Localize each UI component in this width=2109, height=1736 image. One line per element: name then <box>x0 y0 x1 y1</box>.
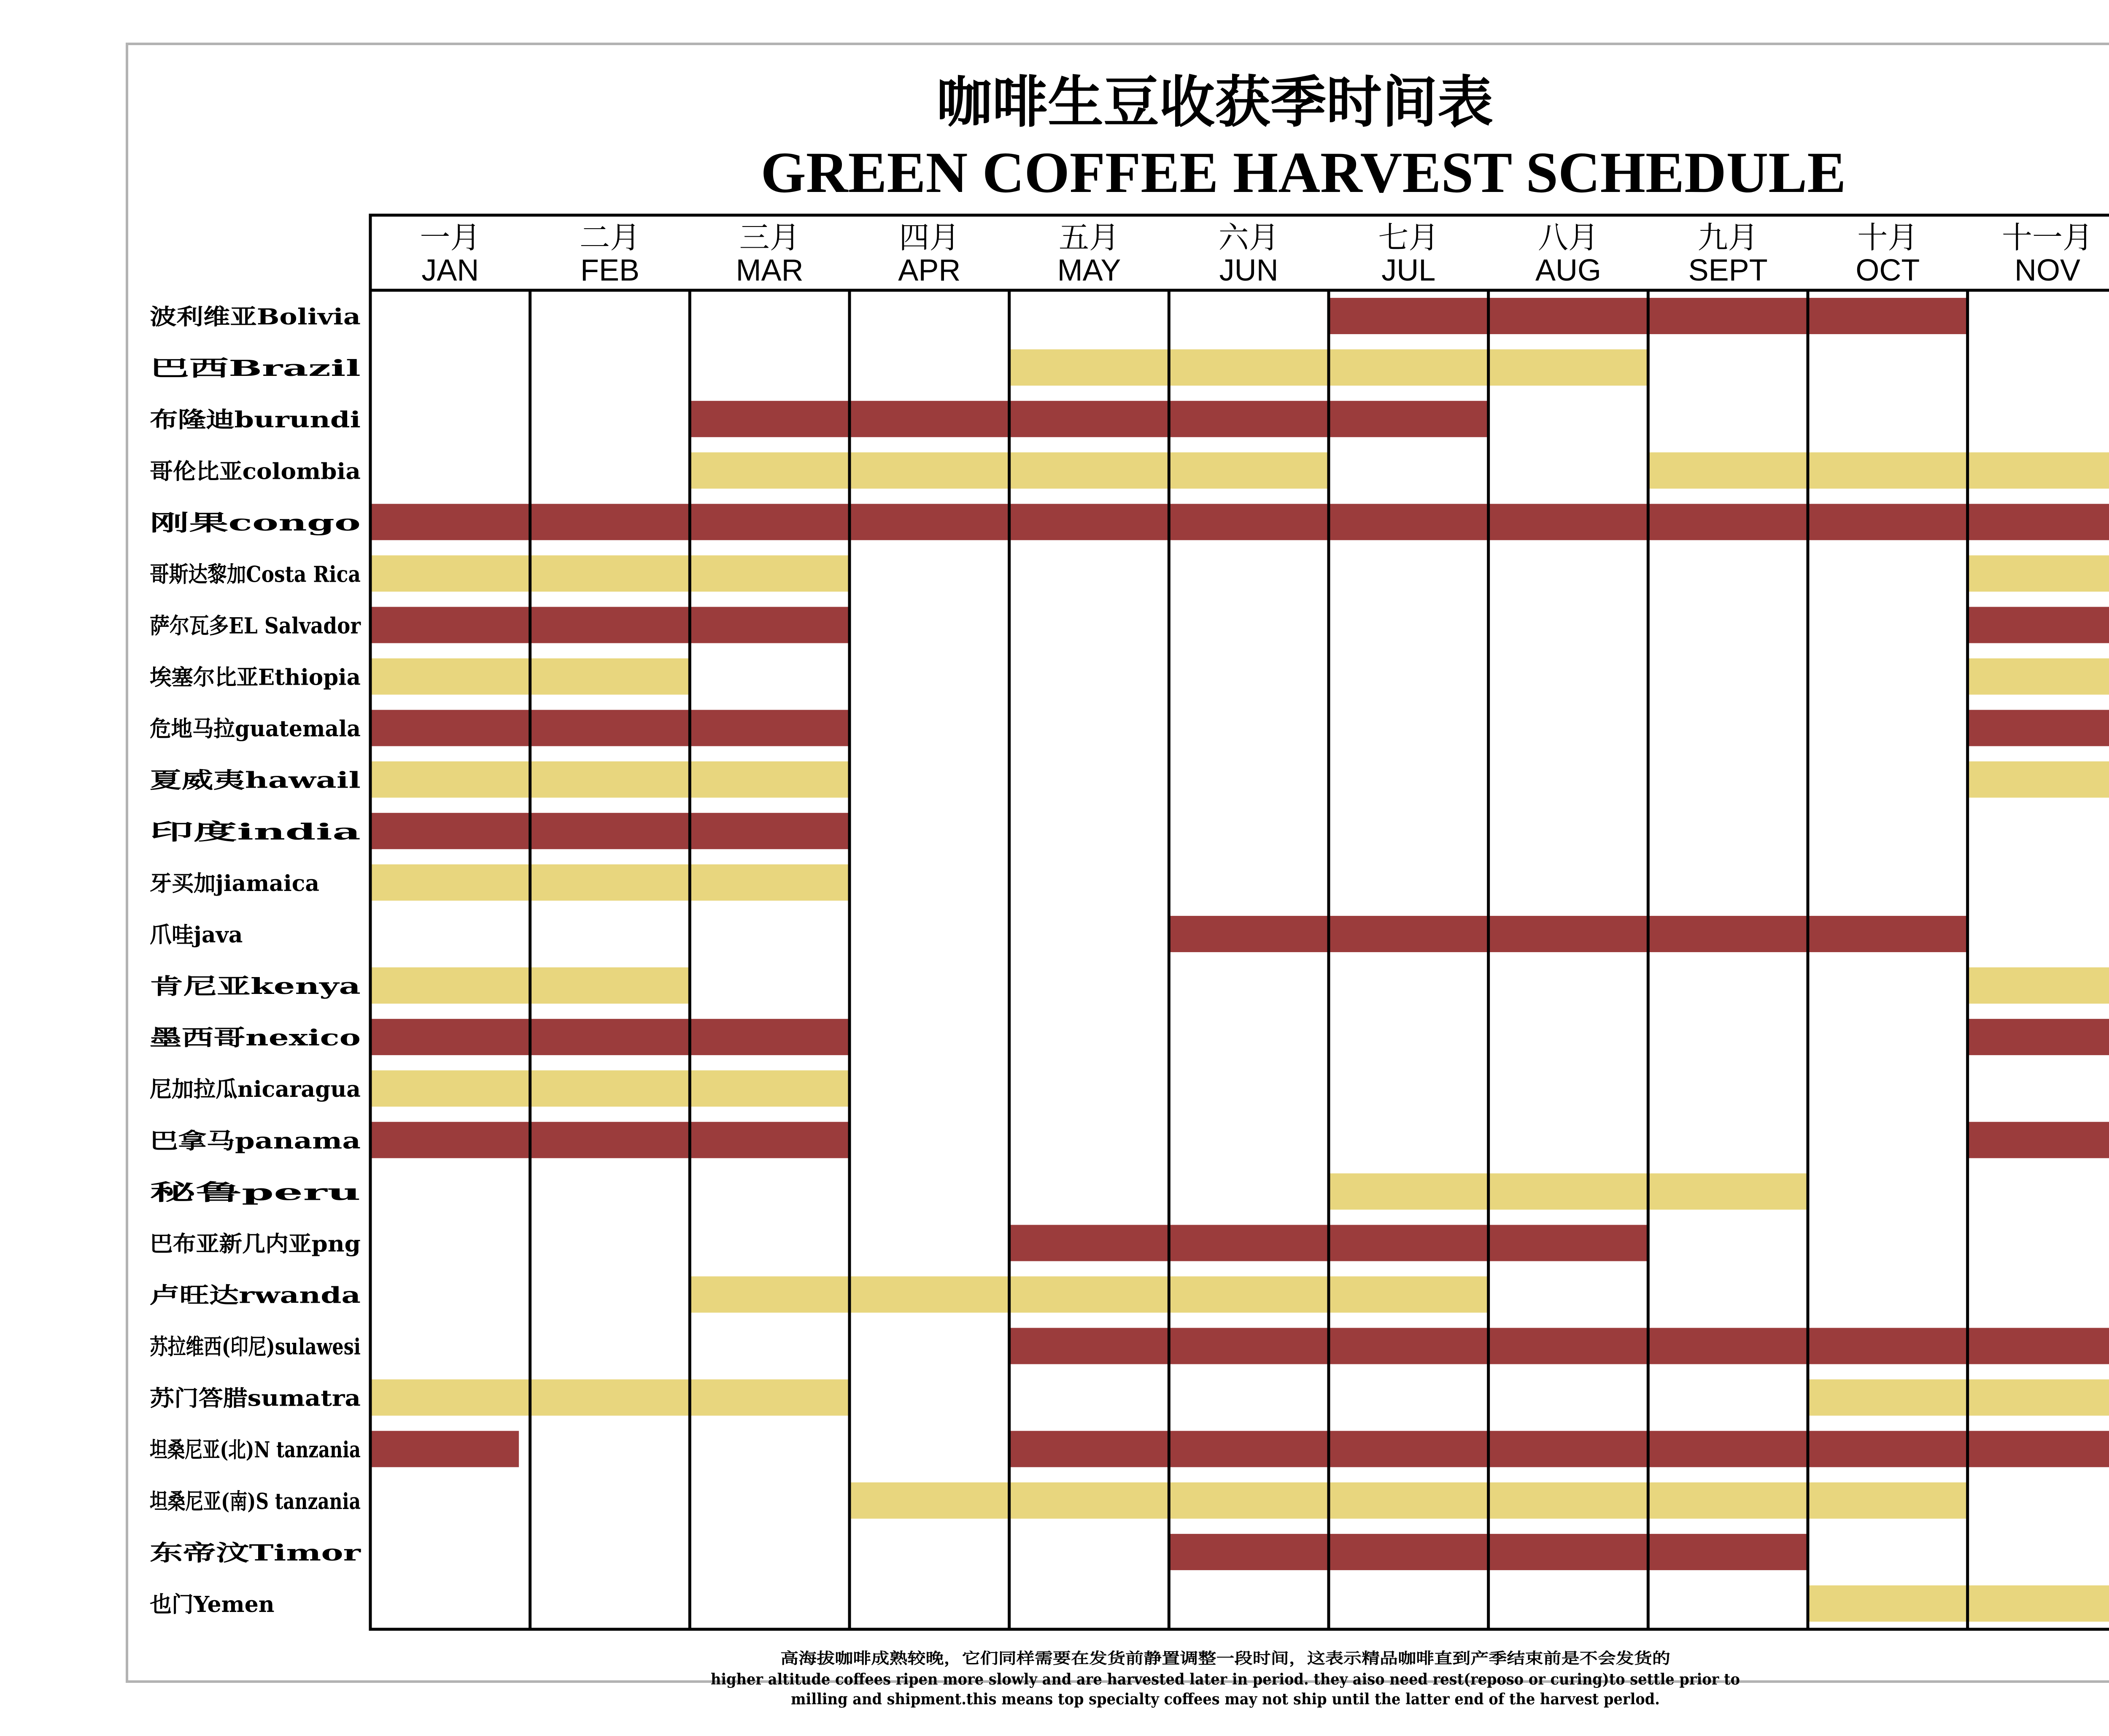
harvest-bar <box>1968 761 2109 798</box>
month-label-en: APR <box>898 254 961 287</box>
harvest-bar <box>1808 1585 2109 1622</box>
country-label: 墨西哥nexico <box>150 1025 361 1051</box>
footnote-line: milling and shipment.this means top specialty coffees may not ship until the latter end of the harvest perlod. <box>791 1690 1660 1708</box>
harvest-bar <box>1009 1431 2109 1467</box>
country-labels <box>150 304 361 1617</box>
month-label-zh: 九月 <box>1697 220 1758 255</box>
country-label: 尼加拉瓜nicaragua <box>150 1077 361 1103</box>
month-label-zh: 三月 <box>739 220 800 255</box>
month-label-zh: 五月 <box>1058 220 1120 255</box>
footnote-line: 高海拔咖啡成熟较晚，它们同样需要在发货前静置调整一段时间，这表示精品咖啡直到产季结束前是不会发货的 <box>780 1650 1670 1667</box>
country-label: 东帝汶Timor <box>150 1540 361 1566</box>
month-label-en: JUL <box>1381 254 1436 287</box>
harvest-bar <box>1808 1380 2109 1416</box>
month-label-en: NOV <box>2014 254 2081 287</box>
country-label: 萨尔瓦多EL Salvador <box>150 613 361 639</box>
harvest-bar <box>370 504 2109 540</box>
harvest-bar <box>1009 1328 2109 1364</box>
month-label-en: FEB <box>580 254 640 287</box>
month-label-en: OCT <box>1855 254 1920 287</box>
country-label: 也门Yemen <box>150 1591 275 1617</box>
harvest-bar <box>370 864 850 901</box>
country-label: 哥斯达黎加Costa Rica <box>150 562 361 588</box>
country-label: 危地马拉guatemala <box>150 716 361 742</box>
month-label-en: AUG <box>1535 254 1602 287</box>
harvest-bar <box>850 1482 1968 1519</box>
month-label-zh: 七月 <box>1378 220 1439 255</box>
harvest-bar <box>370 1019 850 1055</box>
country-label: 爪哇java <box>150 922 243 948</box>
country-label: 布隆迪burundi <box>150 407 361 433</box>
country-label: 刚果congo <box>150 510 361 536</box>
harvest-bar <box>370 607 850 643</box>
harvest-bar <box>370 1431 519 1467</box>
harvest-bar <box>1648 452 2109 489</box>
month-label-zh: 十月 <box>1857 220 1918 255</box>
footnote-line: higher altitude coffees ripen more slowly and are harvested later in period. they aiso need rest(reposo or curing)to settle prior to <box>711 1671 1740 1688</box>
bars <box>370 298 2109 1622</box>
month-header <box>420 220 2109 287</box>
harvest-bar <box>1329 1173 1808 1210</box>
country-label: 秘鲁peru <box>150 1180 361 1206</box>
footnote <box>711 1650 1740 1708</box>
month-label-en: JAN <box>421 254 479 287</box>
country-label: 巴拿马panama <box>150 1128 361 1154</box>
harvest-bar <box>1968 555 2109 591</box>
harvest-bar <box>1968 659 2109 695</box>
harvest-bar <box>1968 967 2109 1004</box>
harvest-bar <box>1169 916 1967 952</box>
harvest-bar <box>1968 607 2109 643</box>
harvest-bar <box>370 1380 850 1416</box>
harvest-bar <box>370 1122 850 1158</box>
harvest-bar <box>370 710 850 746</box>
country-label: 巴布亚新几内亚png <box>150 1231 361 1257</box>
harvest-bar <box>1968 710 2109 746</box>
month-label-zh: 六月 <box>1218 220 1279 255</box>
country-label: 夏威夷hawail <box>150 767 361 794</box>
country-label: 坦桑尼亚(南)S tanzania <box>150 1488 361 1515</box>
country-label: 印度india <box>150 819 361 845</box>
chart-title-en: GREEN COFFEE HARVEST SCHEDULE <box>761 140 1846 205</box>
month-label-zh: 十一月 <box>2001 220 2093 255</box>
country-label: 肯尼亚kenya <box>150 974 361 1000</box>
country-label: 苏拉维西(印尼)sulawesi <box>150 1334 361 1360</box>
harvest-bar <box>370 813 850 849</box>
month-label-zh: 八月 <box>1537 220 1599 255</box>
month-label-zh: 二月 <box>579 220 641 255</box>
harvest-bar <box>370 761 850 798</box>
harvest-bar <box>690 401 1488 437</box>
country-label: 波利维亚Bolivia <box>150 304 361 330</box>
country-label: 巴西Brazil <box>150 356 361 382</box>
month-label-en: MAY <box>1057 254 1121 287</box>
country-label: 埃塞尔比亚Ethiopia <box>150 664 361 691</box>
harvest-bar <box>1968 1019 2109 1055</box>
country-label: 苏门答腊sumatra <box>150 1385 361 1412</box>
month-label-en: MAR <box>736 254 804 287</box>
harvest-bar <box>690 1277 1488 1313</box>
month-label-zh: 四月 <box>899 220 960 255</box>
harvest-bar <box>1968 1122 2109 1158</box>
country-label: 牙买加jiamaica <box>150 870 320 896</box>
harvest-bar <box>370 1070 850 1107</box>
country-label: 坦桑尼亚(北)N tanzania <box>150 1437 361 1463</box>
month-label-zh: 一月 <box>420 220 481 255</box>
month-label-en: JUN <box>1219 254 1278 287</box>
harvest-bar <box>370 555 850 591</box>
country-label: 卢旺达rwanda <box>150 1282 361 1309</box>
country-label: 哥伦比亚colombia <box>150 459 361 485</box>
month-label-en: SEPT <box>1688 254 1768 287</box>
chart-title-zh: 咖啡生豆收获季时间表 <box>936 70 1493 135</box>
